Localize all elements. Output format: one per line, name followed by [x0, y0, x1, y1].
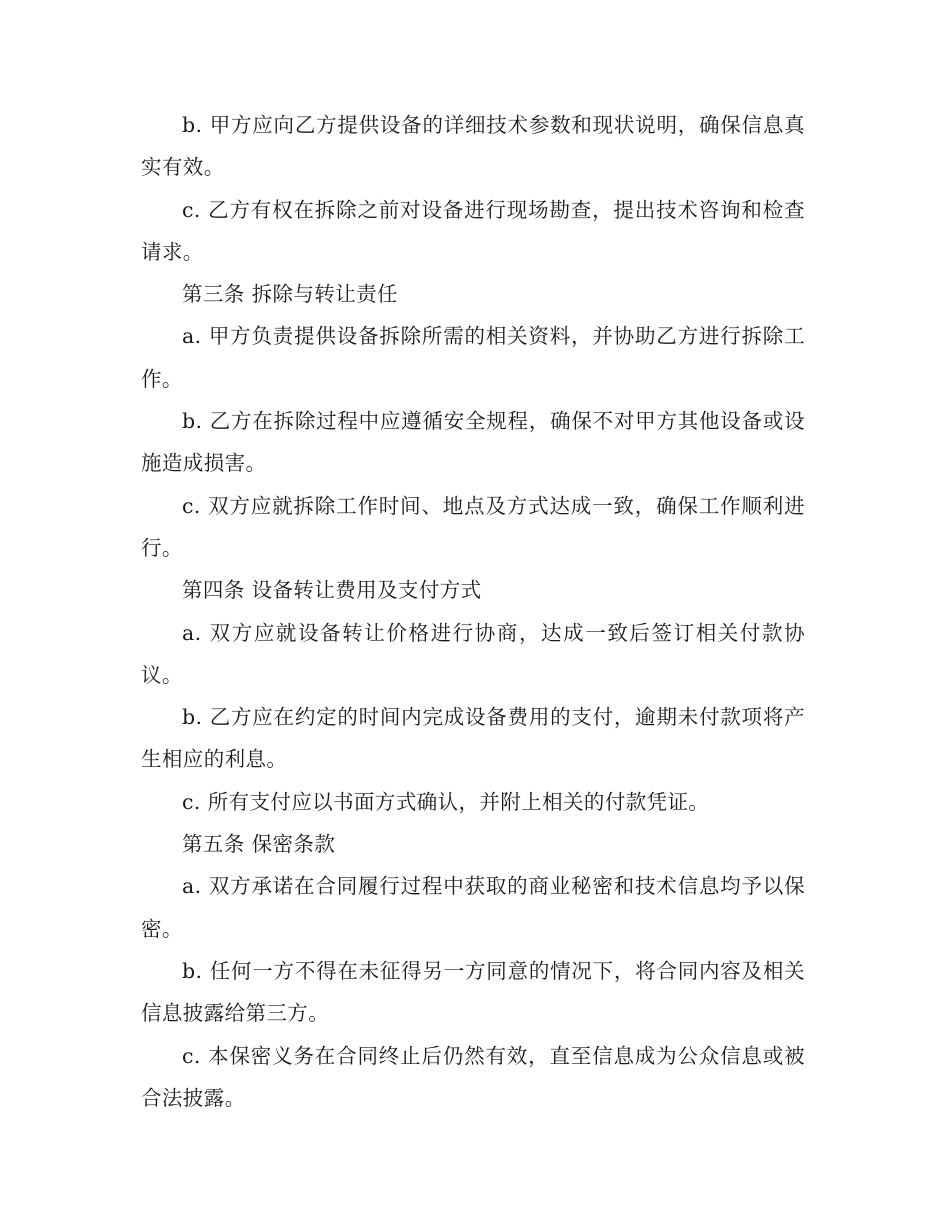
clause-3-heading: 第三条 拆除与转让责任	[182, 282, 398, 307]
clause-5-item-c: c. 本保密义务在合同终止后仍然有效，直至信息成为公众信息或被合法披露。	[141, 1043, 805, 1110]
clause-5-item-b: b. 任何一方不得在未征得另一方同意的情况下，将合同内容及相关信息披露给第三方。	[141, 958, 805, 1026]
clause-4-heading: 第四条 设备转让费用及支付方式	[182, 578, 482, 603]
document-body	[141, 104, 805, 1119]
clause-2-item-b: b. 甲方应向乙方提供设备的详细技术参数和现状说明，确保信息真实有效。	[141, 113, 805, 180]
clause-4-item-c: c. 所有支付应以书面方式确认，并附上相关的付款凭证。	[182, 789, 710, 814]
clause-3-item-c: c. 双方应就拆除工作时间、地点及方式达成一致，确保工作顺利进行。	[141, 493, 805, 560]
clause-3-item-b: b. 乙方在拆除过程中应遵循安全规程，确保不对甲方其他设备或设施造成损害。	[141, 409, 805, 476]
clause-5-heading: 第五条 保密条款	[182, 832, 336, 857]
clause-4-item-a: a. 双方应就设备转让价格进行协商，达成一致后签订相关付款协议。	[141, 620, 805, 687]
clause-2-item-c: c. 乙方有权在拆除之前对设备进行现场勘查，提出技术咨询和检查请求。	[141, 197, 805, 264]
clause-4-item-b: b. 乙方应在约定的时间内完成设备费用的支付，逾期未付款项将产生相应的利息。	[141, 705, 805, 772]
clause-5-item-a: a. 双方承诺在合同履行过程中获取的商业秘密和技术信息均予以保密。	[141, 874, 805, 941]
clause-3-item-a: a. 甲方负责提供设备拆除所需的相关资料，并协助乙方进行拆除工作。	[141, 324, 805, 391]
